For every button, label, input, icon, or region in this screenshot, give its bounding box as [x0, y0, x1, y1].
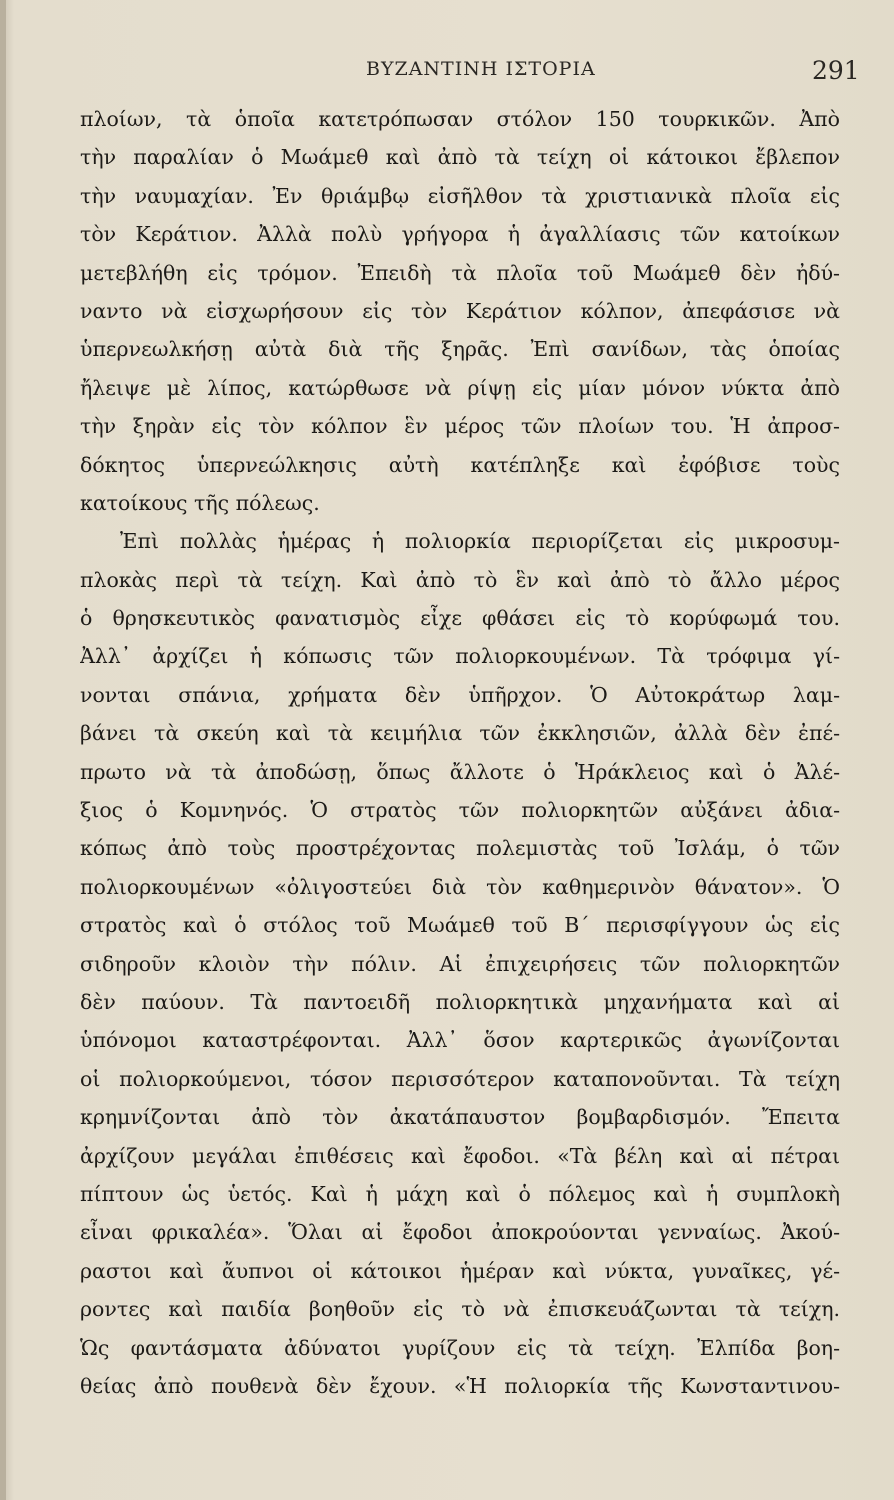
page-number: 291	[812, 56, 860, 85]
text-line: τὴν ξηρὰν εἰς τὸν κόλπον ἓν μέρος τῶν πλοίων του. Ἡ ἀπροσ-	[80, 414, 840, 439]
text-line: νονται σπάνια, χρήματα δὲν ὑπῆρχον. Ὁ Αὐτοκράτωρ λαμ-	[80, 682, 840, 707]
paragraph-start-line: Ἐπὶ πολλὰς ἡμέρας ἡ πολιορκία περιορίζεται εἰς μικροσυμ-	[120, 529, 840, 554]
text-line: ὑπόνομοι καταστρέφονται. Ἀλλ᾽ ὅσον καρτερικῶς ἀγωνίζονται	[80, 1028, 840, 1053]
text-line: ἀρχίζουν μεγάλαι ἐπιθέσεις καὶ ἔφοδοι. «Τὰ βέλη καὶ αἱ πέτραι	[80, 1143, 840, 1168]
text-line: βάνει τὰ σκεύη καὶ τὰ κειμήλια τῶν ἐκκλησιῶν, ἀλλὰ δὲν ἐπέ-	[80, 721, 840, 746]
text-line: τὴν ναυμαχίαν. Ἐν θριάμβῳ εἰσῆλθον τὰ χριστιανικὰ πλοῖα εἰς	[80, 183, 840, 208]
text-line: ραστοι καὶ ἄυπνοι οἱ κάτοικοι ἡμέραν καὶ νύκτα, γυναῖκες, γέ-	[80, 1258, 840, 1283]
text-line: κόπως ἀπὸ τοὺς προστρέχοντας πολεμιστὰς τοῦ Ἰσλάμ, ὁ τῶν	[80, 836, 840, 861]
text-line: ὁ θρησκευτικὸς φανατισμὸς εἶχε φθάσει εἰς τὸ κορύφωμά του.	[80, 606, 840, 631]
body-text	[80, 100, 840, 1405]
text-line: ροντες καὶ παιδία βοηθοῦν εἰς τὸ νὰ ἐπισκευάζωνται τὰ τείχη.	[80, 1297, 840, 1322]
text-line: ναντο νὰ εἰσχωρήσουν εἰς τὸν Κεράτιον κόλπον, ἀπεφάσισε νὰ	[80, 298, 840, 323]
text-line: εἶναι φρικαλέα». Ὅλαι αἱ ἔφοδοι ἀποκρούονται γενναίως. Ἀκού-	[80, 1220, 840, 1245]
text-line: τὴν παραλίαν ὁ Μωάμεθ καὶ ἀπὸ τὰ τείχη οἱ κάτοικοι ἔβλεπον	[80, 145, 840, 170]
running-title: ΒΥΖΑΝΤΙΝΗ ΙΣΤΟΡΙΑ	[366, 58, 596, 80]
text-line: οἱ πολιορκούμενοι, τόσον περισσότερον καταπονοῦνται. Τὰ τείχη	[80, 1066, 840, 1091]
text-line: τὸν Κεράτιον. Ἀλλὰ πολὺ γρήγορα ἡ ἀγαλλίασις τῶν κατοίκων	[80, 222, 840, 247]
text-line: στρατὸς καὶ ὁ στόλος τοῦ Μωάμεθ τοῦ Β΄ περισφίγγουν ὡς εἰς	[80, 913, 840, 938]
text-line: δὲν παύουν. Τὰ παντοειδῆ πολιορκητικὰ μηχανήματα καὶ αἱ	[80, 989, 840, 1014]
text-line: ὑπερνεωλκήσῃ αὐτὰ διὰ τῆς ξηρᾶς. Ἐπὶ σανίδων, τὰς ὁποίας	[80, 337, 840, 362]
text-line: Ἀλλ᾽ ἀρχίζει ἡ κόπωσις τῶν πολιορκουμένων. Τὰ τρόφιμα γί-	[80, 644, 840, 669]
page-binding-edge	[0, 0, 6, 1500]
text-line: κρημνίζονται ἀπὸ τὸν ἀκατάπαυστον βομβαρδισμόν. Ἔπειτα	[80, 1105, 840, 1130]
text-line: μετεβλήθη εἰς τρόμον. Ἐπειδὴ τὰ πλοῖα τοῦ Μωάμεθ δὲν ἠδύ-	[80, 260, 840, 285]
text-line: ἤλειψε μὲ λίπος, κατώρθωσε νὰ ρίψῃ εἰς μίαν μόνον νύκτα ἀπὸ	[80, 375, 840, 400]
text-line: πίπτουν ὡς ὑετός. Καὶ ἡ μάχη καὶ ὁ πόλεμος καὶ ἡ συμπλοκὴ	[80, 1181, 840, 1206]
text-line: ξιος ὁ Κομνηνός. Ὁ στρατὸς τῶν πολιορκητῶν αὐξάνει ἀδια-	[80, 798, 840, 823]
text-line: πρωτο νὰ τὰ ἀποδώσῃ, ὅπως ἄλλοτε ὁ Ἡράκλειος καὶ ὁ Ἀλέ-	[80, 759, 840, 784]
text-line: πολιορκουμένων «ὀλιγοστεύει διὰ τὸν καθημερινὸν θάνατον». Ὁ	[80, 874, 840, 899]
text-line: σιδηροῦν κλοιὸν τὴν πόλιν. Αἱ ἐπιχειρήσεις τῶν πολιορκητῶν	[80, 951, 840, 976]
text-line: πλοίων, τὰ ὁποῖα κατετρόπωσαν στόλον 150 τουρκικῶν. Ἀπὸ	[80, 107, 840, 131]
paragraph-end-line: κατοίκους τῆς πόλεως.	[80, 490, 320, 515]
text-line: Ὡς φαντάσματα ἀδύνατοι γυρίζουν εἰς τὰ τείχη. Ἐλπίδα βοη-	[80, 1335, 840, 1360]
text-line: δόκητος ὑπερνεώλκησις αὐτὴ κατέπληξε καὶ ἐφόβισε τοὺς	[80, 452, 840, 477]
text-line: πλοκὰς περὶ τὰ τείχη. Καὶ ἀπὸ τὸ ἓν καὶ ἀπὸ τὸ ἄλλο μέρος	[80, 567, 840, 592]
text-line: θείας ἀπὸ πουθενὰ δὲν ἔχουν. «Ἡ πολιορκία τῆς Κωνσταντινου-	[80, 1373, 840, 1398]
